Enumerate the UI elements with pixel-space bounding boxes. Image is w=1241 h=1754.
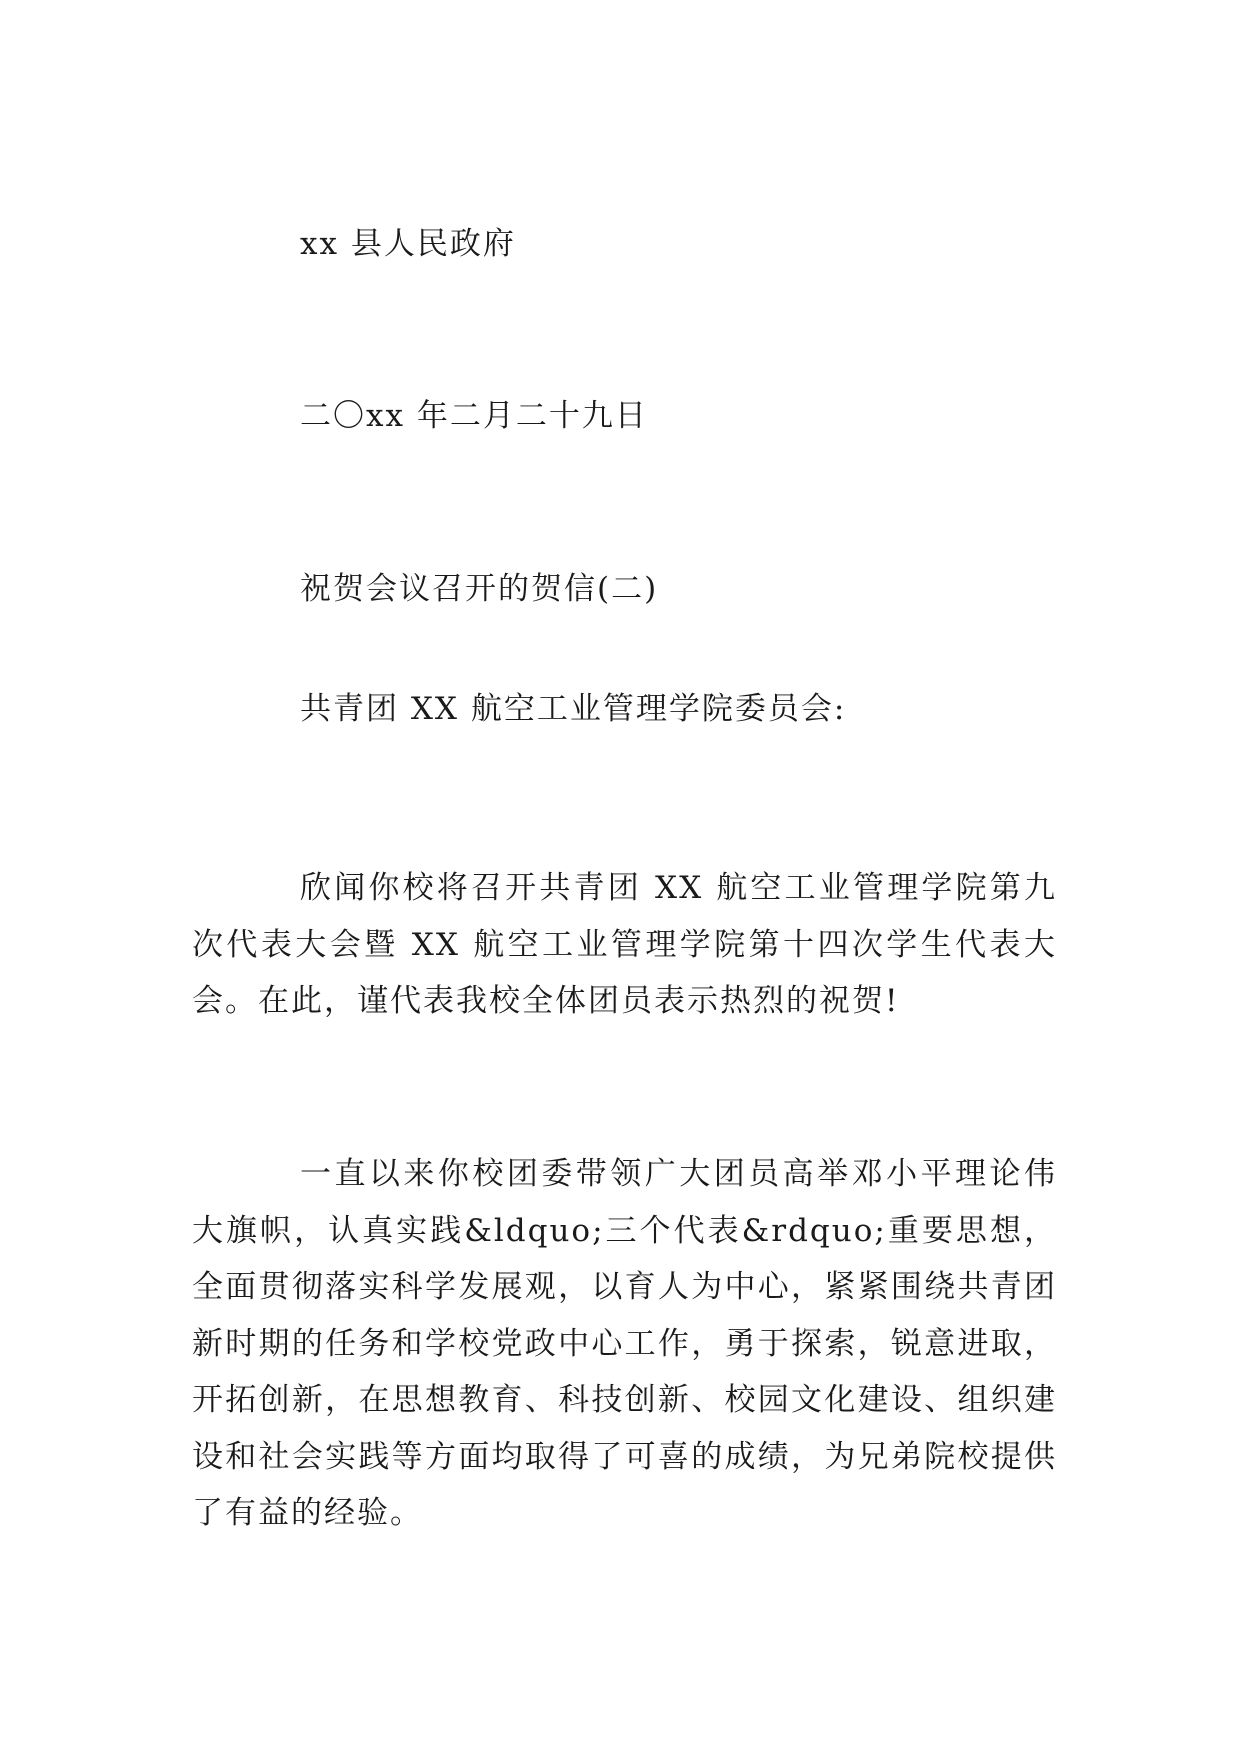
letter-title: 祝贺会议召开的贺信(二) — [300, 571, 659, 607]
body-paragraph-1: 欣闻你校将召开共青团 XX 航空工业管理学院第九次代表大会暨 XX 航空工业管理学院第十四次学生代表大会。在此，谨代表我校全体团员表示热烈的祝贺! — [192, 870, 1057, 1019]
body-paragraph-2: 一直以来你校团委带领广大团员高举邓小平理论伟大旗帜，认真实践&ldquo;三个代表&rdquo;重要思想，全面贯彻落实科学发展观，以育人为中心，紧紧围绕共青团新时期的任务和学校党政中心工作，勇于探索，锐意进取，开拓创新，在思想教育、科技创新、校园文化建设、组织建设和社会实践等方面均取得了可喜的成绩，为兄弟院校提供了有益的经验。 — [192, 1156, 1057, 1531]
signature-date: 二〇xx 年二月二十九日 — [300, 398, 648, 434]
salutation: 共青团 XX 航空工业管理学院委员会: — [300, 691, 847, 727]
signature-organization: xx 县人民政府 — [300, 226, 516, 262]
